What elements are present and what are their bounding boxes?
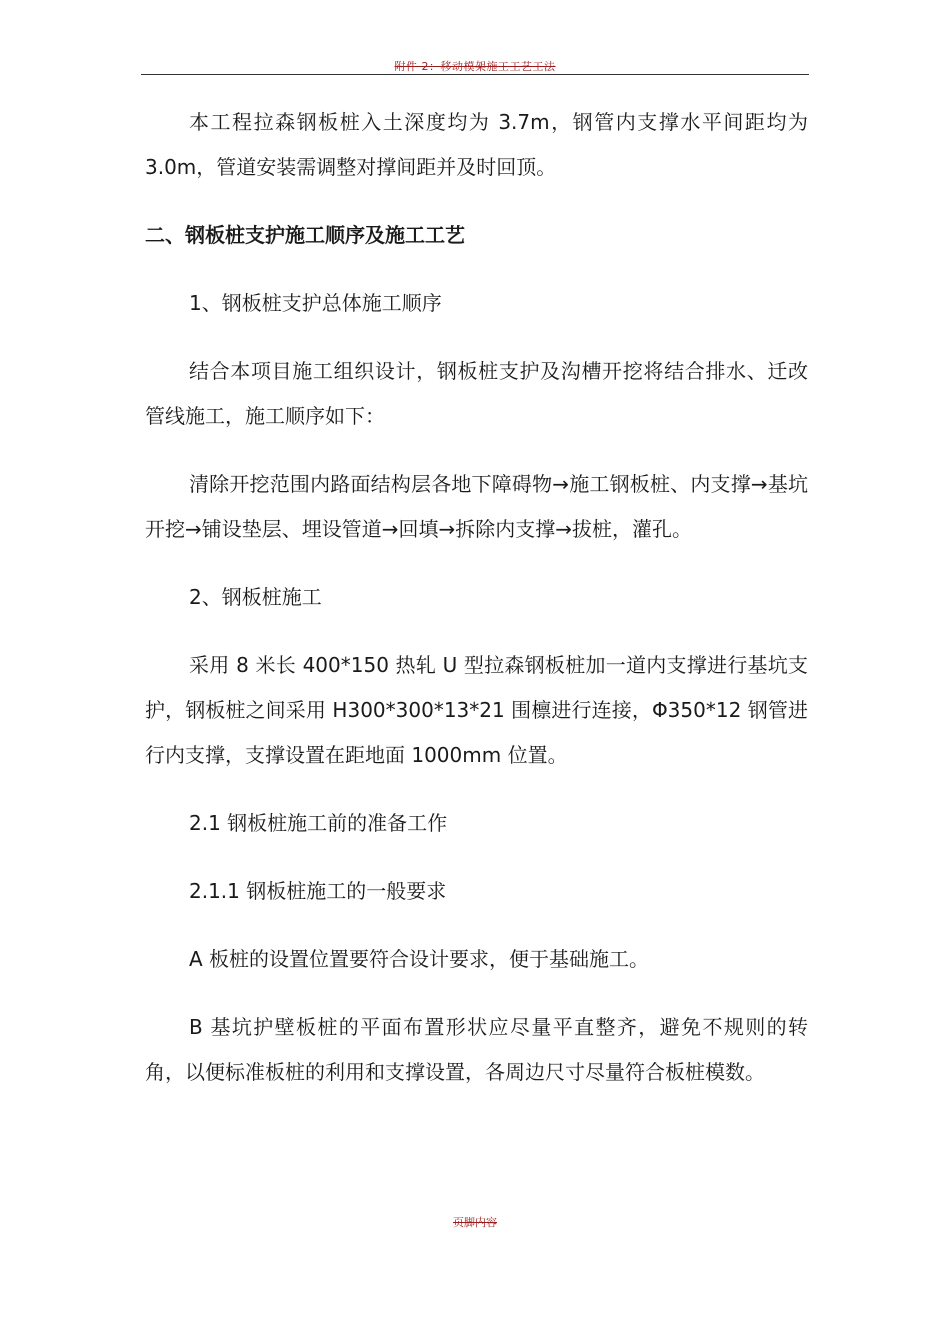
paragraph-pile-depth: 本工程拉森钢板桩入土深度均为 3.7m，钢管内支撑水平间距均为 3.0m，管道安装需调整对撑间距并及时回顶。 <box>145 110 808 179</box>
page-header: 附件 2：移动模架施工工艺工法 <box>394 60 556 73</box>
header-divider <box>141 74 809 75</box>
page-footer: 页脚内容 <box>453 1216 497 1229</box>
paragraph-sequence-steps: 清除开挖范围内路面结构层各地下障碍物→施工钢板桩、内支撑→基坑开挖→铺设垫层、埋设管道→回填→拆除内支撑→拔桩，灌孔。 <box>145 472 808 541</box>
paragraph-pile-spec: 采用 8 米长 400*150 热轧 U 型拉森钢板桩加一道内支撑进行基坑支护，钢板桩之间采用 H300*300*13*21 围檩进行连接，Φ350*12 钢管进行内支撑，支撑设置在距地面 1000mm 位置。 <box>145 653 808 767</box>
requirement-item-b: B 基坑护壁板桩的平面布置形状应尽量平直整齐，避免不规则的转角，以便标准板桩的利用和支撑设置，各周边尺寸尽量符合板桩模数。 <box>145 1015 808 1084</box>
subheading-overall-sequence: 1、钢板桩支护总体施工顺序 <box>189 291 442 315</box>
paragraph-organization: 结合本项目施工组织设计，钢板桩支护及沟槽开挖将结合排水、迁改管线施工，施工顺序如下： <box>145 359 808 428</box>
document-body <box>145 100 808 1118</box>
subheading-general-requirements: 2.1.1 钢板桩施工的一般要求 <box>189 879 447 903</box>
subheading-pile-construction: 2、钢板桩施工 <box>189 585 322 609</box>
requirement-item-a: A 板桩的设置位置要符合设计要求，便于基础施工。 <box>189 947 650 971</box>
subheading-preparation: 2.1 钢板桩施工前的准备工作 <box>189 811 448 835</box>
section-heading-2: 二、钢板桩支护施工顺序及施工工艺 <box>145 223 465 247</box>
